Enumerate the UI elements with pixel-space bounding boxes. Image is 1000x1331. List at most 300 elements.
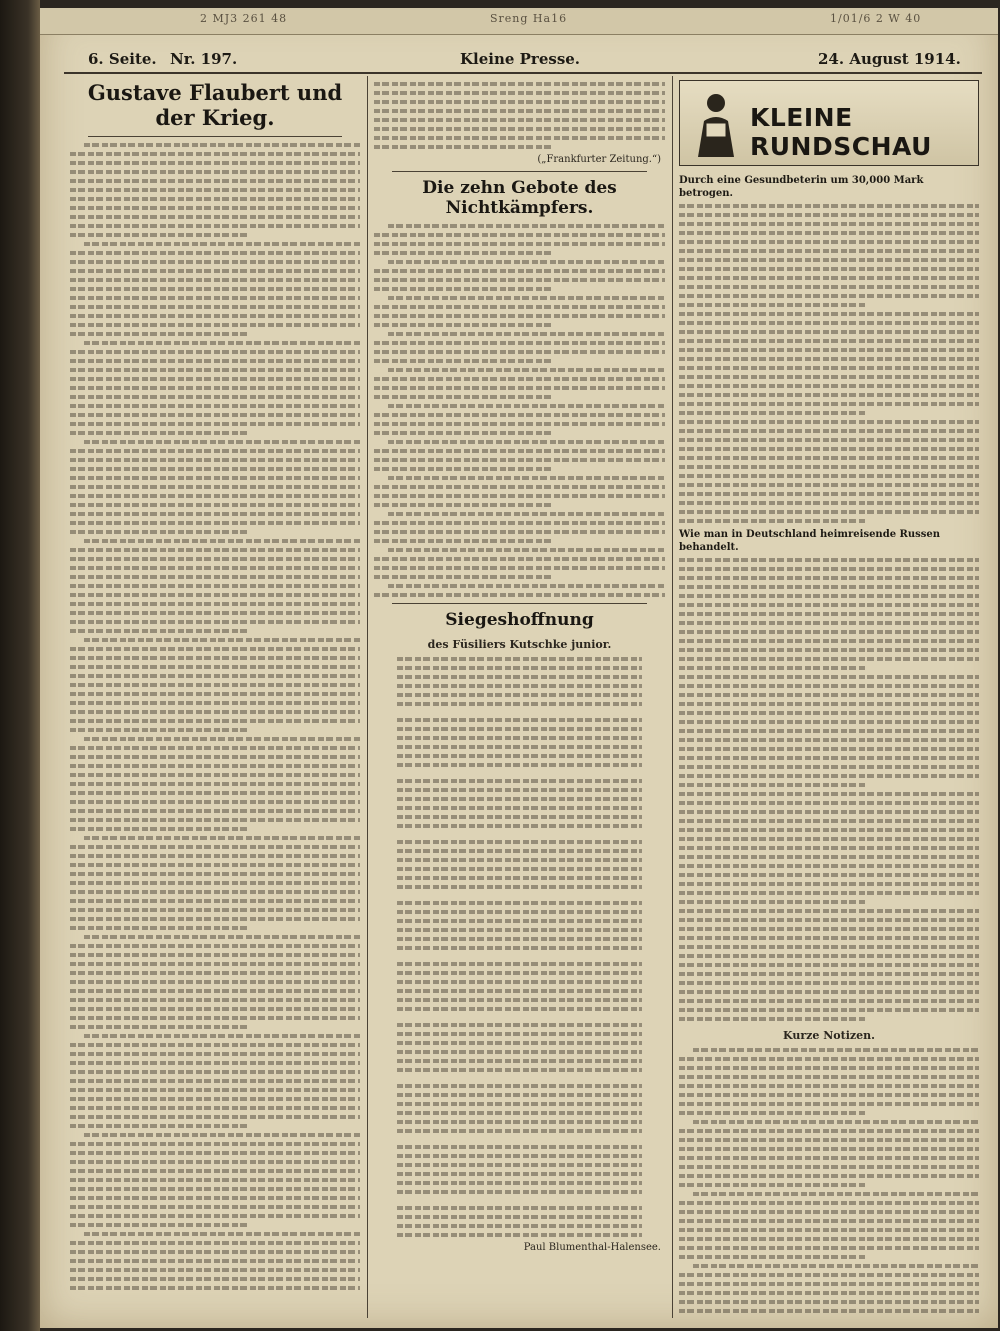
text-line [679, 204, 979, 208]
text-line [70, 1025, 250, 1029]
text-line [70, 422, 360, 426]
text-line [70, 170, 360, 174]
rundschau-logo [679, 80, 979, 166]
text-line [397, 718, 641, 722]
text-line [70, 1016, 360, 1020]
text-line [70, 1259, 360, 1263]
text-line [679, 648, 979, 652]
text-line [70, 854, 360, 858]
text-line [70, 377, 360, 381]
text-line [693, 1048, 979, 1052]
header-rule [64, 72, 982, 74]
text-line [679, 612, 979, 616]
text-line [374, 566, 665, 570]
text-line [679, 765, 979, 769]
text-line [679, 792, 979, 796]
text-line [679, 1165, 979, 1169]
text-line [397, 876, 641, 880]
text-line [70, 548, 360, 552]
text-line [84, 341, 360, 345]
text-line [70, 647, 360, 651]
text-line [397, 1111, 641, 1115]
text-line [70, 278, 360, 282]
text-line [374, 278, 665, 282]
text-line [374, 449, 665, 453]
text-line [679, 774, 979, 778]
text-line [679, 501, 979, 505]
text-line [70, 791, 360, 795]
headline-rule [88, 136, 342, 137]
text-line [397, 998, 641, 1002]
text-line [70, 593, 360, 597]
previous-page-edge [40, 8, 998, 35]
text-line [679, 1255, 865, 1259]
text-line [70, 980, 360, 984]
text-line [679, 855, 979, 859]
text-line [70, 782, 360, 786]
text-line [397, 727, 641, 731]
text-line [388, 584, 665, 588]
section-rule [392, 171, 647, 172]
text-line [397, 1163, 641, 1167]
text-line [70, 755, 360, 759]
text-line [70, 161, 360, 165]
text-line [70, 881, 360, 885]
text-line [70, 1151, 360, 1155]
text-line [397, 824, 641, 828]
text-line [679, 1066, 979, 1070]
text-line [679, 285, 979, 289]
text-line [679, 231, 979, 235]
text-line [679, 438, 979, 442]
text-line [679, 276, 979, 280]
text-line [70, 404, 360, 408]
text-line [693, 1192, 979, 1196]
text-line [70, 1214, 360, 1218]
text-line [70, 566, 360, 570]
text-line [397, 1224, 641, 1228]
siegeshoffnung-headline: Siegeshoffnung [445, 610, 594, 630]
text-line [70, 521, 360, 525]
text-line [679, 519, 865, 523]
text-line [679, 393, 979, 397]
text-line [374, 314, 665, 318]
column-divider-1 [367, 76, 368, 1318]
text-line [374, 395, 554, 399]
column-middle [372, 78, 667, 1316]
text-line [70, 683, 360, 687]
text-line [679, 666, 865, 670]
text-line [388, 548, 665, 552]
text-line [70, 620, 360, 624]
text-line [679, 558, 979, 562]
text-line [397, 1190, 641, 1194]
text-line [374, 377, 665, 381]
text-line [679, 411, 865, 415]
text-line [70, 494, 360, 498]
section-rule-2 [392, 603, 647, 604]
poem-signature: Paul Blumenthal-Halensee. [523, 1242, 661, 1253]
text-line [397, 989, 641, 993]
text-line [70, 260, 360, 264]
text-line [679, 729, 979, 733]
text-line [84, 836, 360, 840]
text-line [397, 1041, 641, 1045]
text-line [679, 810, 979, 814]
text-line [679, 447, 979, 451]
text-line [374, 269, 665, 273]
text-line [679, 1093, 979, 1097]
text-line [70, 1286, 360, 1290]
text-line [374, 359, 554, 363]
text-line [70, 575, 360, 579]
text-line [70, 962, 360, 966]
text-line [679, 657, 979, 661]
text-line [397, 901, 641, 905]
text-line [70, 1142, 360, 1146]
text-line [374, 136, 665, 140]
text-line [374, 431, 554, 435]
text-line [70, 719, 360, 723]
text-line [397, 867, 641, 871]
text-line [397, 1059, 641, 1063]
text-line [679, 1228, 979, 1232]
text-line [397, 849, 641, 853]
gesundbeterin-article-body [677, 204, 981, 523]
text-line [84, 1133, 360, 1137]
text-line [70, 1061, 360, 1065]
text-line [679, 357, 979, 361]
text-line [70, 746, 360, 750]
text-line [679, 891, 979, 895]
text-line [679, 1084, 979, 1088]
text-line [679, 801, 979, 805]
text-line [70, 1187, 360, 1191]
text-line [397, 946, 641, 950]
text-line [679, 720, 979, 724]
page-number: 6. Seite. [88, 50, 157, 68]
text-line [679, 738, 979, 742]
text-line [388, 224, 665, 228]
text-line [374, 557, 665, 561]
book-binding [0, 0, 40, 1331]
text-line [70, 1277, 360, 1281]
text-line [84, 539, 360, 543]
text-line [374, 305, 665, 309]
text-line [70, 314, 360, 318]
text-line [70, 368, 360, 372]
text-line [679, 981, 979, 985]
text-line [679, 1017, 865, 1021]
text-line [374, 593, 665, 597]
text-line [397, 693, 641, 697]
text-line [70, 1223, 250, 1227]
text-line [70, 863, 360, 867]
issue-date: 24. August 1914. [818, 50, 961, 68]
text-line [679, 675, 979, 679]
flaubert-article-body [68, 143, 362, 1290]
text-line [679, 621, 979, 625]
column-left [68, 78, 362, 1316]
text-line [70, 728, 250, 732]
text-line [397, 928, 641, 932]
text-line [679, 294, 979, 298]
text-line [679, 945, 979, 949]
text-line [679, 711, 979, 715]
text-line [679, 1219, 979, 1223]
text-line [70, 1124, 250, 1128]
text-line [70, 269, 360, 273]
siegeshoffnung-subhead: des Füsiliers Kutschke junior. [427, 638, 612, 651]
text-line [70, 1196, 360, 1200]
text-line [679, 321, 979, 325]
text-line [397, 1215, 641, 1219]
text-line [70, 197, 360, 201]
text-line [70, 179, 360, 183]
russen-lead: Wie man in Deutschland heimreisende Russen behandelt. [679, 529, 941, 553]
flaubert-headline: Gustave Flaubert und der Krieg. [87, 80, 343, 130]
text-line [397, 666, 641, 670]
text-line [679, 303, 865, 307]
text-line [679, 1147, 979, 1151]
seated-reader-icon [686, 87, 746, 159]
text-line [679, 1237, 979, 1241]
text-line [70, 845, 360, 849]
text-line [70, 233, 250, 237]
siegeshoffnung-poem [372, 657, 667, 1237]
text-line [397, 937, 641, 941]
text-line [374, 323, 554, 327]
text-line [84, 242, 360, 246]
gebote-headline: Die zehn Gebote des Nichtkämpfers. [422, 178, 617, 218]
text-line [70, 287, 360, 291]
text-line [374, 350, 665, 354]
text-line [397, 1172, 641, 1176]
text-line [679, 1102, 979, 1106]
text-line [693, 1264, 979, 1268]
text-line [679, 474, 979, 478]
text-line [397, 980, 641, 984]
text-line [70, 701, 360, 705]
text-line [397, 1120, 641, 1124]
column-divider-2 [672, 76, 673, 1318]
text-line [679, 213, 979, 217]
text-line [679, 684, 979, 688]
text-line [679, 900, 865, 904]
text-line [679, 330, 979, 334]
text-line [397, 1068, 641, 1072]
text-line [70, 890, 360, 894]
text-line [374, 503, 554, 507]
text-line [70, 773, 360, 777]
text-line [679, 873, 979, 877]
text-line [374, 109, 665, 113]
text-line [679, 954, 979, 958]
text-line [70, 1241, 360, 1245]
text-line [388, 440, 665, 444]
top-strip-center: Sreng Ha16 [490, 12, 568, 25]
text-line [374, 242, 665, 246]
text-line [70, 476, 360, 480]
text-line [70, 953, 360, 957]
text-line [679, 594, 979, 598]
text-line [374, 530, 665, 534]
text-line [70, 1106, 360, 1110]
text-line [374, 82, 665, 86]
text-line [679, 339, 979, 343]
text-line [397, 763, 641, 767]
text-line [397, 1145, 641, 1149]
text-line [70, 908, 360, 912]
text-line [70, 818, 360, 822]
kurze-notizen-heading: Kurze Notizen. [783, 1029, 875, 1042]
text-line [397, 815, 641, 819]
text-line [84, 638, 360, 642]
text-line [397, 745, 641, 749]
text-line [679, 1246, 979, 1250]
text-line [679, 999, 979, 1003]
text-line [70, 332, 250, 336]
text-line [679, 375, 979, 379]
text-line [70, 359, 360, 363]
text-line [397, 971, 641, 975]
kurze-notizen-body [677, 1048, 981, 1316]
text-line [70, 1268, 360, 1272]
text-line [374, 91, 665, 95]
text-line [397, 919, 641, 923]
text-line [679, 267, 979, 271]
text-line [70, 971, 360, 975]
text-line [397, 1093, 641, 1097]
text-line [70, 989, 360, 993]
text-line [679, 1075, 979, 1079]
text-line [397, 736, 641, 740]
text-line [70, 467, 360, 471]
text-line [397, 1084, 641, 1088]
text-line [679, 990, 979, 994]
text-line [679, 1008, 979, 1012]
text-line [397, 675, 641, 679]
text-line [70, 512, 360, 516]
text-line [70, 1169, 360, 1173]
text-line [679, 240, 979, 244]
text-line [70, 224, 360, 228]
text-line [679, 936, 979, 940]
column-right [677, 78, 981, 1316]
text-line [70, 530, 250, 534]
text-line [374, 100, 665, 104]
text-line [679, 567, 979, 571]
text-line [70, 1079, 360, 1083]
text-line [70, 323, 360, 327]
text-line [679, 747, 979, 751]
text-line [70, 215, 360, 219]
text-line [397, 788, 641, 792]
text-line [70, 1178, 360, 1182]
text-line [679, 402, 979, 406]
text-line [70, 206, 360, 210]
text-line [679, 846, 979, 850]
text-line [70, 296, 360, 300]
text-line [70, 1070, 360, 1074]
text-line [388, 476, 665, 480]
text-line [374, 422, 665, 426]
text-line [679, 366, 979, 370]
russen-article-body [677, 558, 981, 1021]
text-line [374, 458, 665, 462]
text-line [679, 1174, 979, 1178]
text-line [374, 386, 665, 390]
text-line [84, 440, 360, 444]
text-line [70, 764, 360, 768]
page-header [40, 48, 998, 72]
text-line [679, 819, 979, 823]
continued-article-body [372, 82, 667, 149]
text-line [679, 1300, 979, 1304]
text-line [679, 1291, 979, 1295]
text-line [70, 674, 360, 678]
text-line [397, 1129, 641, 1133]
text-line [70, 899, 360, 903]
text-line [70, 503, 360, 507]
text-line [84, 737, 360, 741]
text-line [70, 665, 360, 669]
text-line [679, 1183, 865, 1187]
text-line [374, 251, 554, 255]
text-line [70, 998, 360, 1002]
text-line [70, 1043, 360, 1047]
text-line [70, 692, 360, 696]
text-line [693, 1120, 979, 1124]
frankfurter-byline: („Frankfurter Zeitung.“) [537, 154, 661, 165]
text-line [679, 1309, 979, 1313]
text-line [374, 127, 665, 131]
text-line [70, 1250, 360, 1254]
text-line [679, 828, 979, 832]
text-line [70, 1160, 360, 1164]
text-line [70, 656, 360, 660]
text-line [70, 251, 360, 255]
text-line [679, 1282, 979, 1286]
text-line [70, 809, 360, 813]
text-line [397, 657, 641, 661]
text-line [397, 1050, 641, 1054]
text-line [679, 249, 979, 253]
gesundbeterin-lead: Durch eine Gesundbeterin um 30,000 Mark betrogen. [679, 175, 924, 199]
text-line [679, 384, 979, 388]
text-line [388, 512, 665, 516]
gebote-article-body [372, 224, 667, 597]
text-line [70, 1007, 360, 1011]
text-line [397, 962, 641, 966]
text-line [679, 222, 979, 226]
text-line [397, 1181, 641, 1185]
text-line [679, 456, 979, 460]
text-line [70, 1115, 360, 1119]
text-line [679, 882, 979, 886]
text-line [679, 312, 979, 316]
text-line [70, 926, 250, 930]
text-line [374, 287, 554, 291]
text-line [397, 797, 641, 801]
text-line [679, 585, 979, 589]
text-line [397, 779, 641, 783]
text-line [679, 630, 979, 634]
text-line [397, 806, 641, 810]
text-line [397, 1154, 641, 1158]
text-line [84, 143, 360, 147]
text-line [70, 188, 360, 192]
